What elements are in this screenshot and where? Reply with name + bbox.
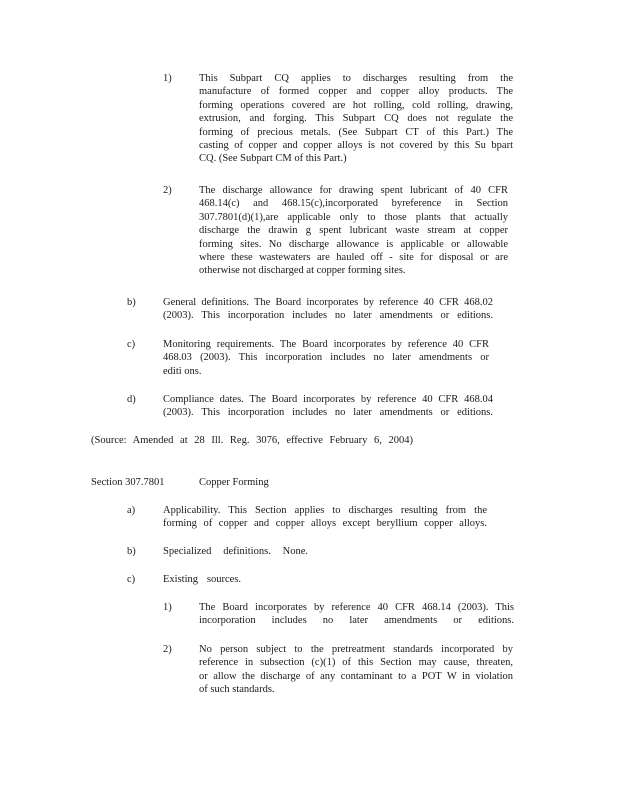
text-line: No person subject to the pretreatment standards incorporated by (199, 644, 513, 655)
text-line: otherwise not discharged at copper forming sites. (199, 265, 406, 277)
text-line: Monitoring requirements. The Board incorporates by reference 40 CFR (163, 339, 489, 350)
text-line: where these wastewaters are hauled off - site for disposal or are (199, 252, 508, 264)
text-line: Existing sources. (163, 574, 241, 585)
text-line: 468.03 (2003). This incorporation includes no later amendments or (163, 352, 489, 364)
item-text (163, 296, 493, 323)
text-line: extrusion, and forging. This Subpart CQ does not regulate the (199, 113, 513, 125)
item-label: 2) (163, 644, 172, 655)
text-line: Specialized definitions. None. (163, 546, 308, 557)
text-line: CQ. (See Subpart CM of this Part.) (199, 153, 347, 165)
text-line: casting of copper and copper alloys is not covered by this Su bpart (199, 140, 513, 152)
item-text (163, 338, 489, 378)
item-label: c) (127, 574, 136, 585)
item-text (163, 545, 308, 558)
text-line: (2003). This incorporation includes no later amendments or editions. (163, 310, 493, 322)
text-line: The discharge allowance for drawing spent lubricant of 40 CFR (199, 185, 508, 196)
text-line: (2003). This incorporation includes no later amendments or editions. (163, 407, 493, 419)
item-text (199, 643, 513, 697)
item-text (199, 184, 508, 278)
item-text (163, 393, 493, 420)
text-line: The Board incorporates by reference 40 CFR 468.14 (2003). This (199, 602, 514, 613)
section-number: Section 307.7801 (91, 477, 165, 488)
text-line: forming of copper and copper alloys except beryllium copper alloys. (163, 518, 487, 530)
text-line: 468.14(c) and 468.15(c),incorporated byreference in Section (199, 198, 508, 210)
text-line: manufacture of formed copper and copper alloy products. The (199, 86, 513, 98)
text-line: incorporation includes no later amendments or editions. (199, 615, 514, 627)
text-line: reference in subsection (c)(1) of this Section may cause, threaten, (199, 657, 513, 669)
source-note-text: (Source: Amended at 28 Ill. Reg. 3076, effective February 6, 2004) (91, 435, 413, 446)
text-line: This Subpart CQ applies to discharges resulting from the (199, 73, 513, 84)
text-line: 307.7801(d)(1),are applicable only to those plants that actually (199, 211, 508, 223)
text-line: General definitions. The Board incorporates by reference 40 CFR 468.02 (163, 297, 493, 308)
source-note (91, 434, 413, 447)
item-label: b) (127, 297, 136, 308)
text-line: Compliance dates. The Board incorporates by reference 40 CFR 468.04 (163, 394, 493, 405)
text-line: forming operations covered are hot rolling, cold rolling, drawing, (199, 99, 513, 111)
text-line: or allow the discharge of any contaminant to a POT W in violation (199, 670, 513, 682)
item-text (163, 573, 241, 586)
item-label: b) (127, 546, 136, 557)
item-text (163, 504, 487, 531)
item-label: 1) (163, 73, 172, 84)
text-line: forming of precious metals. (See Subpart CT of this Part.) The (199, 126, 513, 138)
text-line: Applicability. This Section applies to discharges resulting from the (163, 505, 487, 516)
text-line: of such standards. (199, 684, 275, 696)
item-label: 2) (163, 185, 172, 196)
text-line: editi ons. (163, 365, 202, 377)
item-text (199, 72, 513, 166)
text-line: forming sites. No discharge allowance is applicable or allowable (199, 238, 508, 250)
item-label: 1) (163, 602, 172, 613)
section-title: Copper Forming (199, 477, 269, 488)
item-label: c) (127, 339, 136, 350)
item-text (199, 601, 514, 628)
item-label: d) (127, 394, 136, 405)
item-label: a) (127, 505, 136, 516)
text-line: discharge the drawin g spent lubricant waste stream at copper (199, 225, 508, 237)
